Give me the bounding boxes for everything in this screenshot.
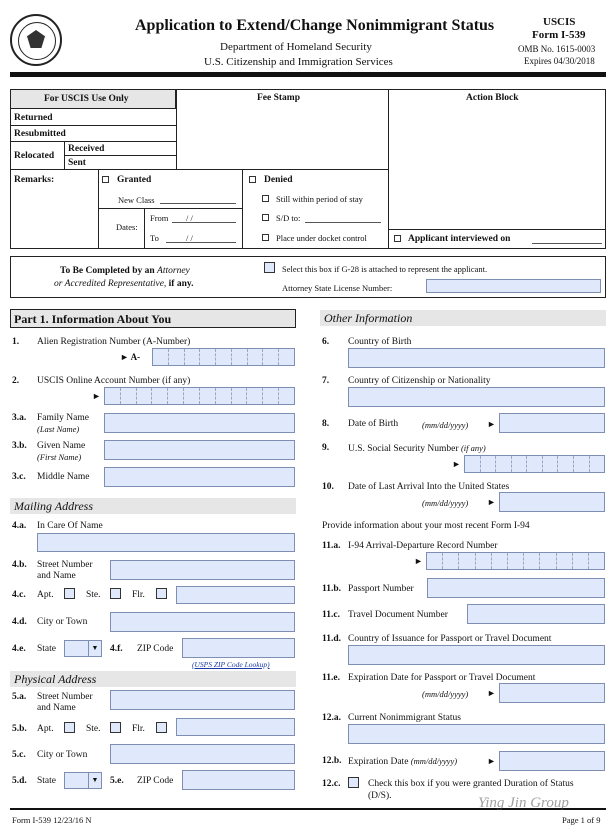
- item-number: 12.c.: [322, 779, 341, 789]
- expiration: Expires 04/30/2018: [524, 56, 595, 66]
- ssn-label: [348, 443, 486, 454]
- phys-street-label-2: and Name: [37, 703, 76, 713]
- arrow-icon: ►: [414, 556, 423, 566]
- item-number: 7.: [322, 376, 330, 386]
- issuance-label: Country of Issuance for Passport or Travel Document: [348, 634, 552, 644]
- item-number: 11.b.: [322, 584, 342, 594]
- expiration-format: (mm/dd/yyyy): [422, 689, 469, 699]
- item-number: 1.: [12, 337, 20, 347]
- flr-label: Flr.: [132, 590, 145, 600]
- flr-checkbox[interactable]: [156, 588, 167, 599]
- arrow-icon: ►: [487, 756, 496, 766]
- current-status-label: Current Nonimmigrant Status: [348, 713, 461, 723]
- current-status-input[interactable]: [348, 724, 605, 744]
- family-name-input[interactable]: [104, 413, 295, 433]
- still-checkbox[interactable]: [262, 195, 269, 202]
- phys-ste-label: Ste.: [86, 724, 101, 734]
- attorney-line2a: or Accredited Representative,: [54, 279, 167, 289]
- given-name-sub: (First Name): [37, 452, 82, 462]
- granted-checkbox[interactable]: [102, 176, 109, 183]
- passport-input[interactable]: [427, 578, 605, 598]
- phys-ste-checkbox[interactable]: [110, 722, 121, 733]
- item-number: 9.: [322, 443, 330, 453]
- given-name-input[interactable]: [104, 440, 295, 460]
- license-label: Attorney State License Number:: [282, 283, 393, 293]
- item-number: 3.b.: [12, 441, 27, 451]
- passport-label: Passport Number: [348, 584, 414, 594]
- status-exp-input[interactable]: [499, 751, 605, 771]
- middle-name-input[interactable]: [104, 467, 295, 487]
- family-name-sub: (Last Name): [37, 424, 80, 434]
- relocated-label: Relocated: [14, 151, 55, 161]
- citizenship-input[interactable]: [348, 387, 605, 407]
- phys-flr-checkbox[interactable]: [156, 722, 167, 733]
- zip-label: ZIP Code: [137, 644, 174, 654]
- remarks-label: Remarks:: [14, 175, 55, 185]
- received-label: Received: [68, 144, 105, 154]
- dept-name: Department of Homeland Security: [220, 41, 372, 53]
- i94-intro: Provide information about your most recent Form I-94: [322, 521, 530, 531]
- still-label: Still within period of stay: [276, 194, 363, 204]
- use-only-header: [10, 89, 176, 109]
- header-rule: [10, 72, 606, 77]
- last-arrival-input[interactable]: [499, 492, 605, 512]
- dob-input[interactable]: [499, 413, 605, 433]
- a-number-input[interactable]: [152, 348, 295, 366]
- mailing-header: Mailing Address: [10, 498, 296, 514]
- part1-header: [10, 309, 296, 328]
- state-label: State: [37, 644, 56, 654]
- family-name-label: Family Name: [37, 413, 89, 423]
- street-label: Street Number: [37, 560, 93, 570]
- arrow-icon: ►: [452, 459, 461, 469]
- to-date: / /: [186, 233, 193, 243]
- phys-apt-number-input[interactable]: [176, 718, 295, 736]
- ssn-input[interactable]: [464, 455, 605, 473]
- denied-checkbox[interactable]: [249, 176, 256, 183]
- arrow-icon: ►: [487, 419, 496, 429]
- part1-title: Part 1. Information About You: [14, 312, 172, 326]
- ssn-label-sub: (if any): [460, 443, 486, 453]
- g28-label: Select this box if G-28 is attached to represent the applicant.: [282, 264, 488, 274]
- license-input[interactable]: [426, 279, 601, 293]
- ds-label-sub: (D/S).: [368, 791, 392, 801]
- status-exp-label: [348, 756, 457, 767]
- item-number: 4.a.: [12, 521, 27, 531]
- uscis-online-label: USCIS Online Account Number (if any): [37, 376, 191, 386]
- docket-checkbox[interactable]: [262, 234, 269, 241]
- a-number-label: Alien Registration Number (A-Number): [37, 337, 191, 347]
- item-number: 11.e.: [322, 673, 340, 683]
- citizenship-label: Country of Citizenship or Nationality: [348, 376, 491, 386]
- interviewed-label: Applicant interviewed on: [408, 234, 511, 244]
- phys-city-label: City or Town: [37, 750, 88, 760]
- fee-stamp-label: Fee Stamp: [257, 93, 301, 103]
- sent-label: Sent: [68, 158, 86, 168]
- ste-checkbox[interactable]: [110, 588, 121, 599]
- birth-country-input[interactable]: [348, 348, 605, 368]
- item-number: 4.c.: [12, 590, 26, 600]
- uscis-label: USCIS: [543, 16, 576, 28]
- attorney-line1: [60, 266, 190, 276]
- ds-checkbox[interactable]: [348, 777, 359, 788]
- attorney-line1a: To Be Completed by an: [60, 266, 155, 276]
- page-number: Page 1 of 9: [562, 815, 601, 825]
- item-number: 10.: [322, 482, 334, 492]
- arrow-icon: ►: [487, 497, 496, 507]
- item-number: 11.c.: [322, 610, 340, 620]
- returned-label: Returned: [14, 113, 53, 123]
- phys-zip-label: ZIP Code: [137, 776, 174, 786]
- apt-label: Apt.: [37, 590, 54, 600]
- item-number: 5.a.: [12, 692, 27, 702]
- status-exp-label-text: Expiration Date: [348, 757, 409, 767]
- physical-header: Physical Address: [10, 671, 296, 687]
- item-number: 4.b.: [12, 560, 27, 570]
- city-label: City or Town: [37, 617, 88, 627]
- ste-label: Ste.: [86, 590, 101, 600]
- phys-apt-checkbox[interactable]: [64, 722, 75, 733]
- zip-lookup-link[interactable]: (USPS ZIP Code Lookup): [192, 660, 270, 669]
- form-number: Form I-539: [532, 29, 586, 41]
- resubmitted-label: Resubmitted: [14, 129, 66, 139]
- item-number: 8.: [322, 419, 330, 429]
- dob-label: Date of Birth: [348, 419, 399, 429]
- sd-checkbox[interactable]: [262, 214, 269, 221]
- attorney-line2b: if any.: [168, 279, 194, 289]
- item-number: 4.e.: [12, 644, 26, 654]
- chevron-down-icon: ▼: [88, 773, 101, 788]
- omb-number: OMB No. 1615-0003: [518, 44, 596, 54]
- item-number: 4.f.: [110, 644, 123, 654]
- arrow-icon: ►: [487, 688, 496, 698]
- item-number: 5.d.: [12, 776, 27, 786]
- birth-country-label: Country of Birth: [348, 337, 412, 347]
- status-exp-format: (mm/dd/yyyy): [410, 756, 458, 766]
- other-info-header: Other Information: [320, 310, 606, 326]
- item-number: 5.c.: [12, 750, 26, 760]
- expiration-label: Expiration Date for Passport or Travel Document: [348, 673, 536, 683]
- item-number: 11.a.: [322, 541, 341, 551]
- uscis-online-input[interactable]: [104, 387, 295, 405]
- action-block-label: Action Block: [466, 93, 519, 103]
- ssn-label-text: U.S. Social Security Number: [348, 444, 459, 454]
- item-number: 11.d.: [322, 634, 342, 644]
- phys-zip-input[interactable]: [182, 770, 295, 790]
- street-input[interactable]: [110, 560, 295, 580]
- g28-checkbox[interactable]: [264, 262, 275, 273]
- care-of-input[interactable]: [37, 533, 295, 552]
- watermark: Ying Jin Group: [478, 795, 569, 811]
- chevron-down-icon: ▼: [88, 641, 101, 656]
- item-number: 12.b.: [322, 756, 342, 766]
- city-input[interactable]: [110, 612, 295, 632]
- issuance-input[interactable]: [348, 645, 605, 665]
- docket-label: Place under docket control: [276, 233, 367, 243]
- care-of-label: In Care Of Name: [37, 521, 103, 531]
- ds-label: Check this box if you were granted Duration of Status: [368, 779, 574, 789]
- sd-label: S/D to:: [276, 213, 301, 223]
- item-number: 5.b.: [12, 724, 27, 734]
- phys-apt-label: Apt.: [37, 724, 54, 734]
- attorney-line1b: Attorney: [157, 266, 190, 276]
- new-class-label: New Class: [118, 195, 155, 205]
- to-label: To: [150, 233, 159, 243]
- from-label: From: [150, 213, 169, 223]
- travel-doc-label: Travel Document Number: [348, 610, 448, 620]
- last-arrival-format: (mm/dd/yyyy): [422, 498, 469, 508]
- item-number: 12.a.: [322, 713, 341, 723]
- phys-state-select[interactable]: [64, 772, 102, 789]
- last-arrival-label: Date of Last Arrival Into the United States: [348, 482, 510, 492]
- interviewed-checkbox[interactable]: [394, 235, 401, 242]
- dhs-seal: [10, 14, 62, 66]
- phys-street-input[interactable]: [110, 690, 295, 710]
- item-number: 5.e.: [110, 776, 124, 786]
- phys-state-label: State: [37, 776, 56, 786]
- item-number: 4.d.: [12, 617, 27, 627]
- street-label-2: and Name: [37, 571, 76, 581]
- apt-checkbox[interactable]: [64, 588, 75, 599]
- a-number-prefix: ► A-: [120, 352, 141, 362]
- granted-label: Granted: [117, 175, 152, 185]
- i94-label: I-94 Arrival-Departure Record Number: [348, 541, 498, 551]
- arrow-icon: ►: [92, 391, 101, 401]
- apt-number-input[interactable]: [176, 586, 295, 604]
- denied-label: Denied: [264, 175, 293, 185]
- dob-format: (mm/dd/yyyy): [422, 420, 469, 430]
- phys-flr-label: Flr.: [132, 724, 145, 734]
- form-version: Form I-539 12/23/16 N: [12, 815, 92, 825]
- i94-input[interactable]: [426, 552, 605, 570]
- attorney-line2: [54, 279, 193, 289]
- state-select[interactable]: [64, 640, 102, 657]
- travel-doc-input[interactable]: [467, 604, 605, 624]
- given-name-label: Given Name: [37, 441, 86, 451]
- item-number: 3.a.: [12, 413, 27, 423]
- item-number: 2.: [12, 376, 20, 386]
- item-number: 6.: [322, 337, 330, 347]
- phys-city-input[interactable]: [110, 744, 295, 764]
- form-title: Application to Extend/Change Nonimmigrant Status: [135, 17, 495, 34]
- zip-input[interactable]: [182, 638, 295, 658]
- from-date: / /: [186, 213, 193, 223]
- phys-street-label: Street Number: [37, 692, 93, 702]
- agency-name: U.S. Citizenship and Immigration Services: [204, 56, 393, 68]
- item-number: 3.c.: [12, 472, 26, 482]
- use-only-label: For USCIS Use Only: [44, 94, 129, 104]
- middle-name-label: Middle Name: [37, 472, 90, 482]
- expiration-input[interactable]: [499, 683, 605, 703]
- dates-label: Dates:: [116, 222, 138, 232]
